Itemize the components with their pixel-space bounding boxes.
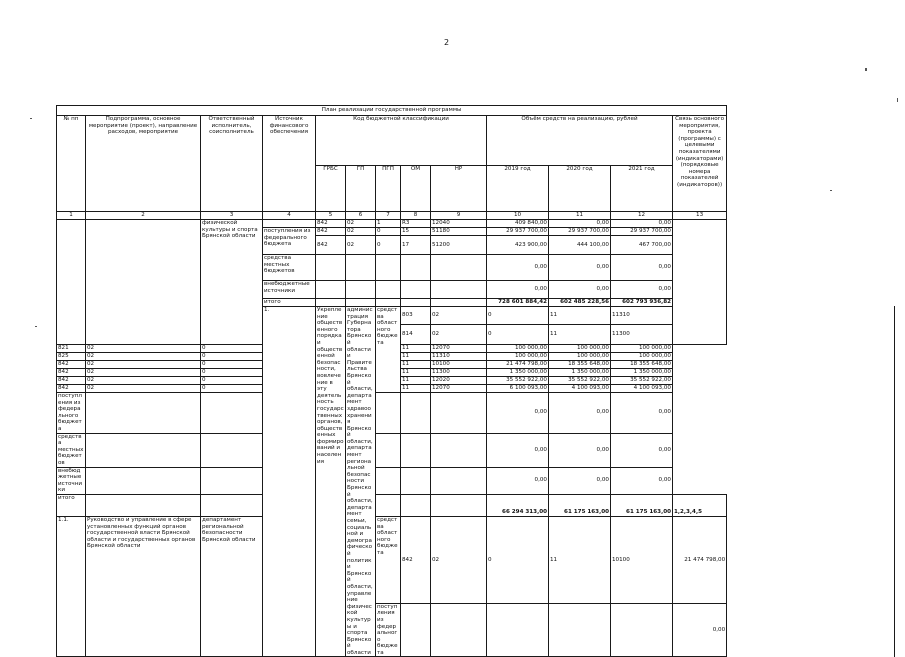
amount-2020: 100 000,00 [549, 345, 611, 353]
source-extrabudgetary: внебюджетные источники [263, 281, 316, 299]
source-empty [263, 220, 316, 228]
header-om: ОМ [401, 166, 431, 212]
amount-2020: 35 552 922,00 [549, 377, 611, 385]
header-gp: ГП [346, 166, 376, 212]
code-pgp: 1 [376, 220, 401, 228]
amount-2019: 0,00 [487, 281, 549, 299]
total-2020: 602 485 228,56 [549, 299, 611, 307]
code-nr: 11310 [431, 353, 487, 361]
amount-2019: 100 000,00 [487, 353, 549, 361]
scan-speck [897, 98, 898, 102]
total-2020: 61 175 163,00 [549, 494, 611, 516]
amount-2019: 0,00 [487, 433, 549, 467]
code-grbs: 814 [401, 325, 431, 345]
code-om: 15 [401, 228, 431, 236]
column-number: 11 [549, 212, 611, 220]
header-source: Источник финансового обеспечения [263, 116, 316, 212]
code-om: 11 [549, 325, 611, 345]
code-nr: 10100 [611, 516, 673, 603]
amount-2020: 18 355 648,00 [549, 361, 611, 369]
code-nr: 10100 [431, 361, 487, 369]
code-nr: 51180 [431, 228, 487, 236]
column-number: 12 [611, 212, 673, 220]
code-pgp: 0 [201, 377, 263, 385]
responsible: администрация Губернатора Брянской области и Правительства Брянской области, департамент здравоохранения Брянской области, департамент региональной безопасности Брянской области, департамент семьи, социальной и демографической политики Брянской области, управление физической культуры и спорта Брянской области [346, 307, 376, 657]
amount-2019: 0,00 [487, 467, 549, 494]
amount-2021: 18 355 648,00 [611, 361, 673, 369]
column-number: 10 [487, 212, 549, 220]
code-om: 11 [549, 307, 611, 325]
amount-2019: 409 840,00 [487, 220, 549, 228]
amount-2020: 0,00 [549, 393, 611, 434]
amount-2021: 0,00 [611, 281, 673, 299]
amount-2021: 4 100 093,00 [611, 385, 673, 393]
code-nr: 12040 [431, 220, 487, 228]
amount-2020: 444 100,00 [549, 236, 611, 255]
amount-2021: 467 700,00 [611, 236, 673, 255]
amount-2019: 0,00 [487, 255, 549, 281]
code-om: 11 [401, 361, 431, 369]
total-2021: 61 175 163,00 [611, 494, 673, 516]
code-gp: 02 [86, 369, 201, 377]
page-number: 2 [444, 38, 450, 47]
code-grbs: 842 [57, 369, 86, 377]
amount-2020: 1 350 000,00 [549, 369, 611, 377]
source-total: итого [263, 299, 316, 307]
row-number: 1. [263, 307, 316, 657]
code-grbs: 803 [401, 307, 431, 325]
header-pgp: ПГП [376, 166, 401, 212]
amount-2021: 0,00 [611, 467, 673, 494]
amount-2019: 21 474 798,00 [487, 361, 549, 369]
code-om: 11 [549, 516, 611, 603]
amount-2019: 0,00 [673, 603, 727, 657]
activity-name: Укрепление общественного порядка и общественной безопасности, вовлечение в эту деятельность государственных органов, общественных формирований и населения [316, 307, 346, 657]
code-gp: 02 [86, 353, 201, 361]
row-number: 1.1. [57, 516, 86, 657]
code-grbs: 842 [401, 516, 431, 603]
amount-2021: 35 552 922,00 [611, 377, 673, 385]
source-federal: поступления из федерального бюджета [263, 228, 316, 255]
header-grbs: ГРБС [316, 166, 346, 212]
amount-2021: 1 350 000,00 [611, 369, 673, 377]
total-2021: 602 793 936,82 [611, 299, 673, 307]
amount-2020: 100 000,00 [549, 353, 611, 361]
code-om: 11 [401, 345, 431, 353]
code-grbs: 842 [316, 228, 346, 236]
code-nr: 12070 [431, 385, 487, 393]
scan-speck [865, 68, 867, 71]
code-gp: 02 [86, 377, 201, 385]
amount-2019: 423 900,00 [487, 236, 549, 255]
code-gp: 02 [346, 228, 376, 236]
code-grbs: 821 [57, 345, 86, 353]
amount-2019: 29 937 700,00 [487, 228, 549, 236]
code-om: R3 [401, 220, 431, 228]
amount-2020: 4 100 093,00 [549, 385, 611, 393]
source-total: итого [57, 494, 86, 516]
source-local: средства местных бюджетов [263, 255, 316, 281]
amount-2019: 1 350 000,00 [487, 369, 549, 377]
header-nr: НР [431, 166, 487, 212]
cell-empty [57, 220, 86, 345]
amount-2020: 29 937 700,00 [549, 228, 611, 236]
amount-2020: 0,00 [549, 467, 611, 494]
amount-2019: 21 474 798,00 [673, 516, 727, 603]
code-gp: 02 [86, 345, 201, 353]
amount-2020: 0,00 [549, 281, 611, 299]
source-extrabudgetary: внебюджетные источники [57, 467, 86, 494]
amount-2019: 100 000,00 [487, 345, 549, 353]
source-regional: средства областного бюджета [376, 516, 401, 603]
code-pgp: 0 [487, 516, 549, 603]
code-pgp: 0 [201, 353, 263, 361]
code-nr: 11310 [611, 307, 673, 325]
amount-2021: 0,00 [611, 393, 673, 434]
code-gp: 02 [431, 516, 487, 603]
amount-2021: 100 000,00 [611, 345, 673, 353]
amount-2021: 0,00 [611, 220, 673, 228]
source-local: средства местных бюджетов [57, 433, 86, 467]
cell-empty [86, 220, 201, 345]
scan-speck [30, 118, 32, 119]
code-gp: 02 [86, 385, 201, 393]
column-number: 13 [673, 212, 727, 220]
code-grbs: 842 [57, 377, 86, 385]
code-om: 11 [401, 377, 431, 385]
code-pgp: 0 [201, 385, 263, 393]
source-federal: поступления из федерального бюджета [57, 393, 86, 434]
code-pgp: 0 [201, 369, 263, 377]
header-responsible: Ответственный исполнитель, соисполнитель [201, 116, 263, 212]
header-subprogram: Подпрограмма, основное мероприятие (проект), направление расходов, мероприятие [86, 116, 201, 212]
source-federal: поступления из федерального бюджета [376, 603, 401, 657]
code-om: 17 [401, 236, 431, 255]
column-number: 1 [57, 212, 86, 220]
header-num: № пп [57, 116, 86, 212]
amount-2021: 29 937 700,00 [611, 228, 673, 236]
header-2021: 2021 год [611, 166, 673, 212]
code-gp: 02 [431, 325, 487, 345]
amount-2021: 0,00 [611, 255, 673, 281]
column-number: 8 [401, 212, 431, 220]
amount-2020: 0,00 [549, 220, 611, 228]
column-number: 5 [316, 212, 346, 220]
amount-2021: 100 000,00 [611, 353, 673, 361]
header-2020: 2020 год [549, 166, 611, 212]
indicator-link: 1,2,3,4,5 [673, 494, 727, 516]
amount-2021: 0,00 [611, 433, 673, 467]
code-pgp: 0 [376, 228, 401, 236]
code-nr: 11300 [611, 325, 673, 345]
amount-2019: 0,00 [487, 393, 549, 434]
amount-2019: 35 552 922,00 [487, 377, 549, 385]
code-pgp: 0 [201, 361, 263, 369]
code-pgp: 0 [376, 236, 401, 255]
amount-2020: 0,00 [549, 255, 611, 281]
code-gp: 02 [431, 307, 487, 325]
amount-2019: 6 100 093,00 [487, 385, 549, 393]
code-nr: 12020 [431, 377, 487, 385]
responsible: департамент региональной безопасности Брянской области [201, 516, 263, 657]
column-number: 4 [263, 212, 316, 220]
code-grbs: 842 [57, 361, 86, 369]
header-2019: 2019 год [487, 166, 549, 212]
total-2019: 728 601 884,42 [487, 299, 549, 307]
amount-2020: 0,00 [549, 433, 611, 467]
activity-name: Руководство и управление в сфере установленных функций органов государственной власти Брянской области и государственных органов Брянской области [86, 516, 201, 657]
total-2019: 66 294 313,00 [487, 494, 549, 516]
table-title: План реализации государственной программы [57, 106, 727, 116]
code-nr: 11300 [431, 369, 487, 377]
header-indicator-link: Связь основного мероприятия, проекта (программы) с целевыми показателями (индикаторами) (порядковые номера показателей (индикаторов)) [673, 116, 727, 212]
header-budget-code: Код бюджетной классификации [316, 116, 487, 166]
code-nr: 12070 [431, 345, 487, 353]
code-gp: 02 [346, 236, 376, 255]
code-om: 11 [401, 353, 431, 361]
responsible-continued: физической культуры и спорта Брянской области [201, 220, 263, 345]
indicator-link [673, 220, 727, 345]
column-number: 9 [431, 212, 487, 220]
source-regional: средства областного бюджета [376, 307, 401, 393]
column-number: 7 [376, 212, 401, 220]
code-grbs: 842 [57, 385, 86, 393]
program-plan-table [56, 105, 895, 657]
code-pgp: 0 [487, 325, 549, 345]
column-number: 6 [346, 212, 376, 220]
code-nr: 51200 [431, 236, 487, 255]
column-number: 2 [86, 212, 201, 220]
code-grbs: 825 [57, 353, 86, 361]
code-grbs: 842 [316, 236, 346, 255]
column-number: 3 [201, 212, 263, 220]
code-pgp: 0 [487, 307, 549, 325]
code-gp: 02 [346, 220, 376, 228]
code-grbs: 842 [316, 220, 346, 228]
header-volume: Объём средств на реализацию, рублей [487, 116, 673, 166]
code-om: 11 [401, 369, 431, 377]
scan-speck [35, 326, 37, 327]
code-pgp: 0 [201, 345, 263, 353]
code-gp: 02 [86, 361, 201, 369]
code-om: 11 [401, 385, 431, 393]
